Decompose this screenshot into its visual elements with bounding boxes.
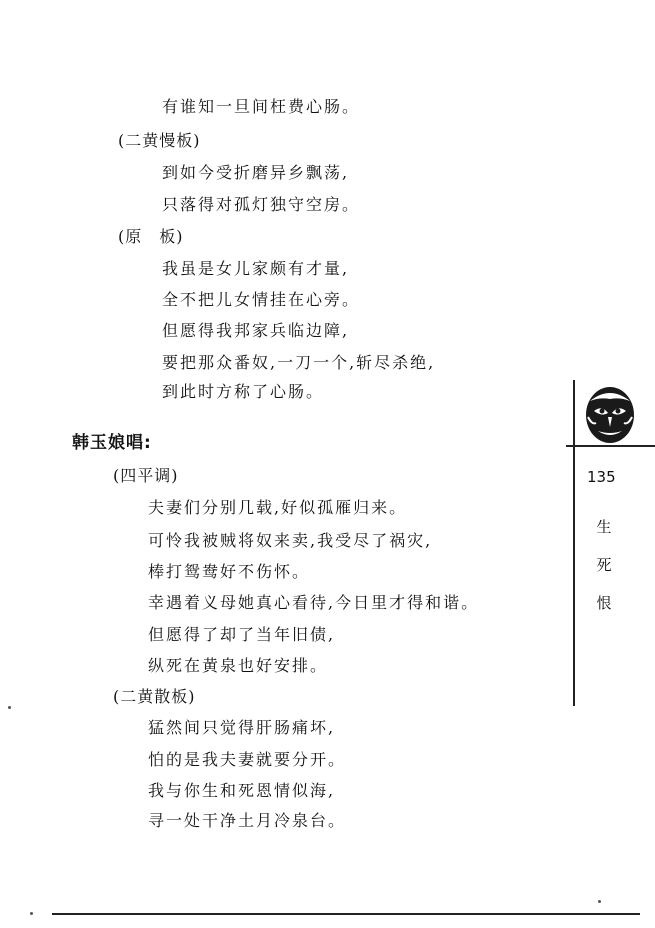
- speaker-heading: 韩玉娘唱:: [72, 433, 152, 453]
- lyric-line: 但愿得我邦家兵临边障,: [162, 321, 350, 340]
- scan-speck: [598, 900, 601, 903]
- lyric-line: 怕的是我夫妻就要分开。: [148, 750, 347, 769]
- lyric-line: 要把那众番奴,一刀一个,斩尽杀绝,: [162, 353, 436, 372]
- page-number: 135: [587, 468, 616, 486]
- scan-speck: [30, 912, 33, 915]
- lyric-line: 我与你生和死恩情似海,: [148, 781, 336, 800]
- scan-speck: [8, 706, 11, 709]
- lyric-line: 只落得对孤灯独守空房。: [162, 195, 361, 214]
- opera-mask-icon: [580, 381, 640, 445]
- lyric-line: 全不把儿女情挂在心旁。: [162, 290, 361, 309]
- lyric-line: 猛然间只觉得肝肠痛坏,: [148, 718, 336, 737]
- lyric-line: 到此时方称了心肠。: [162, 382, 325, 401]
- running-title: [595, 508, 613, 622]
- title-char: 恨: [596, 594, 612, 612]
- sidebar-rule: [566, 445, 655, 447]
- tune-cue: (二黄散板): [113, 687, 196, 706]
- lyric-line: 我虽是女儿家颇有才量,: [162, 259, 350, 278]
- title-char: 死: [596, 556, 612, 574]
- bottom-rule: [52, 913, 640, 915]
- lyric-line: 可怜我被贼将奴来卖,我受尽了祸灾,: [148, 531, 433, 550]
- lyric-line: 纵死在黄泉也好安排。: [148, 656, 329, 675]
- lyric-line: 有谁知一旦间枉费心肠。: [162, 97, 361, 116]
- tune-cue: (原 板): [118, 227, 184, 246]
- lyric-line: 但愿得了却了当年旧债,: [148, 625, 336, 644]
- lyric-line: 棒打鸳鸯好不伤怀。: [148, 562, 311, 581]
- tune-cue: (二黄慢板): [118, 131, 201, 150]
- lyric-line: 到如今受折磨异乡飘荡,: [162, 163, 350, 182]
- sidebar-divider: [573, 380, 575, 706]
- title-char: 生: [596, 518, 612, 536]
- lyric-line: 寻一处干净土月冷泉台。: [148, 811, 347, 830]
- lyric-line: 幸遇着义母她真心看待,今日里才得和谐。: [148, 593, 480, 612]
- tune-cue: (四平调): [113, 466, 179, 485]
- lyric-line: 夫妻们分别几载,好似孤雁归来。: [148, 498, 408, 517]
